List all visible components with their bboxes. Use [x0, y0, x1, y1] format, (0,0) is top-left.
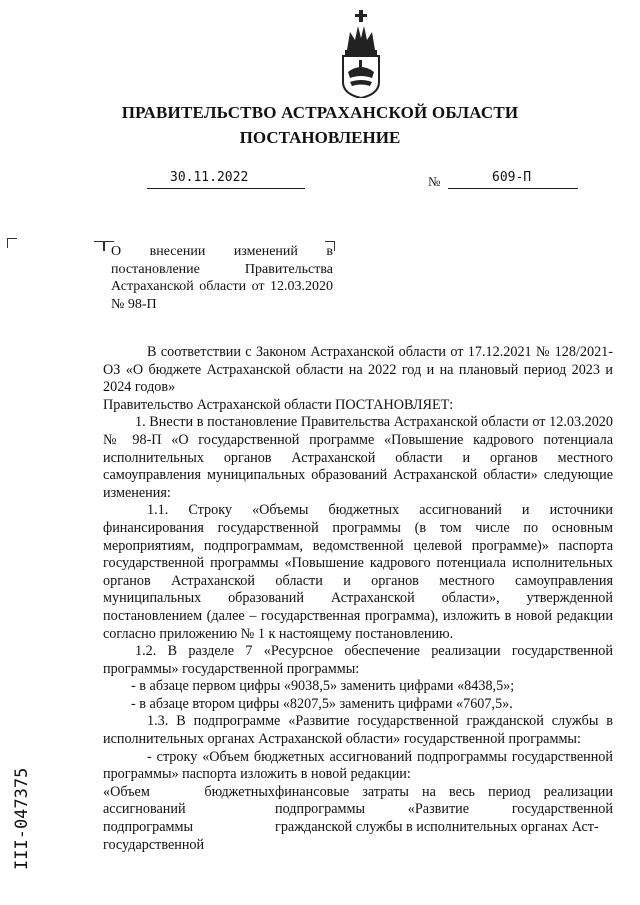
- table-cell-label: «Объем бюджетных ассигнований подпрограммы государственной: [103, 783, 275, 853]
- corner-mark-icon: [7, 238, 17, 248]
- corner-mark-icon: [94, 241, 104, 251]
- paragraph-item-1: 1. Внести в постановление Правительства Астраханской области от 12.03.2020 № 98-П «О государственной программе «Повышение кадрового потенциала исполнительных органов Астраханской области и органов местного самоуправления муниципальных образований Астраханской области» следующие изменения:: [103, 414, 613, 501]
- side-stamp: [0, 730, 30, 880]
- side-stamp-number: III-047375: [12, 767, 32, 870]
- document-subject: О внесении изменений в постановление Правительства Астраханской области от 12.03.2020 № 98-П: [111, 244, 333, 312]
- document-date: 30.11.2022: [170, 170, 249, 185]
- government-title: ПРАВИТЕЛЬСТВО АСТРАХАНСКОЙ ОБЛАСТИ: [121, 103, 519, 122]
- paragraph-change-1: - в абзаце первом цифры «9038,5» заменить цифрами «8438,5»;: [131, 678, 515, 695]
- table-cell-value: финансовые затраты на весь период реализации подпрограммы «Развитие государственной гражданской службы в исполнительных органах Аст-: [275, 783, 613, 836]
- paragraph-resolves: Правительство Астраханской области ПОСТАНОВЛЯЕТ:: [103, 396, 454, 413]
- document-number: 609-П: [492, 170, 532, 185]
- paragraph-item-1-3: 1.3. В подпрограмме «Развитие государственной гражданской службы в исполнительных органах Астраханской области» государственной программы:: [103, 713, 613, 748]
- passport-table-row: [103, 784, 613, 854]
- paragraph-basis: В соответствии с Законом Астраханской области от 17.12.2021 № 128/2021-ОЗ «О бюджете Астраханской области на 2022 год и на плановый период 2023 и 2024 годов»: [103, 344, 613, 396]
- paragraph-item-1-2: 1.2. В разделе 7 «Ресурсное обеспечение реализации государственной программы» государственной программы:: [103, 643, 613, 677]
- document-type: ПОСТАНОВЛЕНИЕ: [239, 128, 401, 147]
- paragraph-change-2: - в абзаце втором цифры «8207,5» заменить цифрами «7607,5».: [131, 695, 513, 712]
- coat-of-arms-icon: [338, 10, 384, 98]
- number-sign: №: [428, 174, 441, 189]
- document-body: [103, 344, 613, 854]
- paragraph-item-1-1: 1.1. Строку «Объемы бюджетных ассигнований и источники финансирования государственной программы (в том числе по основным мероприятиям, подпрограммам, ведомственной целевой программе)» паспорта государственной программы «Повышение кадрового потенциала исполнительных органов Астраханской области и органов местного самоуправления муниципальных образований Астраханской области», утвержденной постановлением (далее – государственная программа), изложить в новой редакции согласно приложению № 1 к настоящему постановлению.: [103, 502, 613, 642]
- paragraph-row-instruction: - строку «Объем бюджетных ассигнований подпрограммы государственной программы» паспорта изложить в новой редакции:: [103, 748, 613, 783]
